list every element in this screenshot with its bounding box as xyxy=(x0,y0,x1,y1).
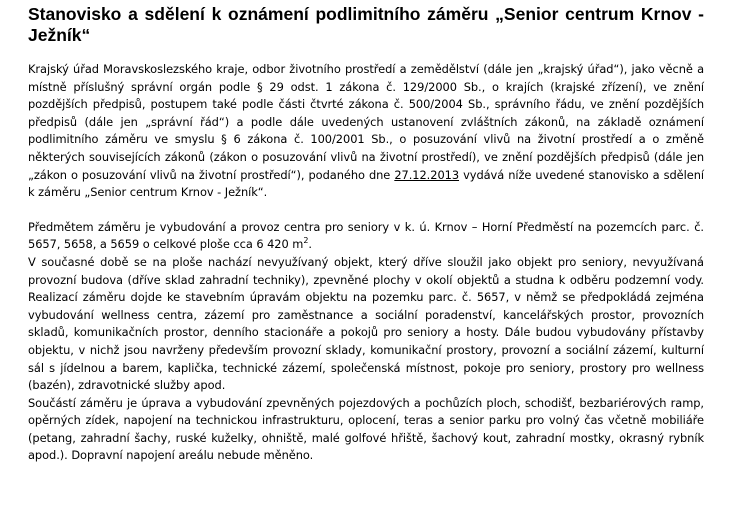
project-components-paragraph: Součástí záměru je úprava a vybudování zpevněných pojezdových a pochůzích ploch, schodišť, bezbariérových ramp, opěrných zídek, napojení na technickou infrastrukturu, oplocení, teras a senior parku pro volný čas včetně mobiliáře (petang, zahradní šachy, ruské kuželky, ohniště, malé golfové hřiště, šachový kout, zahradní mostky, okrasný rybník apod.). Dopravní napojení areálu nebude měněno. xyxy=(28,395,704,463)
subject-text: Předmětem záměru je vybudování a provoz centra pro seniory v k. ú. Krnov – Horní Předměstí na pozemcích parc. č. 5657, 5658, a 5659 o celkové ploše cca 6 420 m xyxy=(28,219,704,252)
subject-paragraph xyxy=(28,219,704,254)
intro-text-end: vydává níže uvedené stanovisko a sdělení k záměru „Senior centrum Krnov - Ježník“. xyxy=(28,167,705,200)
submission-date: 27.12.2013 xyxy=(394,167,460,182)
document-title: Stanovisko a sdělení k oznámení podlimitního záměru „Senior centrum Krnov - Ježník“ xyxy=(28,4,704,45)
current-state-paragraph: V současné době se na ploše nachází nevyužívaný objekt, který dříve sloužil jako objekt pro seniory, nevyužívaná provozní budova (dříve sklad zahradní techniky), zpevněné plochy v okolí objektů a studna k odběru podzemní vody. Realizací záměru dojde ke stavebním úpravám objektu na pozemku parc. č. 5657, v němž se předpokládá zejména vybudování wellness centra, zázemí pro zaměstnance a sociální poradenství, kancelářských prostor, provozních skladů, komunikačních prostor, denního stacionáře a pokojů pro seniory a hosty. Dále budou vybudovány přístavby objektu, v nichž jsou navrženy především provozní sklady, komunikační prostory, provozní a sociální zázemí, kulturní sál s jídelnou a barem, kaplička, technické zázemí, společenská místnost, pokoje pro seniory, prostory pro wellness (bazén), zdravotnické služby apod. xyxy=(28,254,704,393)
document-page xyxy=(28,4,704,465)
intro-text: Krajský úřad Moravskoslezského kraje, odbor životního prostředí a zemědělství (dále jen „krajský úřad“), jako věcně a místně příslušný správní orgán podle § 29 odst. 1 zákona č. 129/2000 Sb., o krajích (krajské zřízení), ve znění pozdějších předpisů, postupem také podle části čtvrté zákona č. 500/2004 Sb., správního řádu, ve znění pozdějších předpisů (dále jen „správní řád“) a podle dále uvedených ustanovení zvláštních zákonů, na základě oznámení podlimitního záměru ve smyslu § 6 zákona č. 100/2001 Sb., o posuzování vlivů na životní prostředí a o změně některých souvisejících zákonů (zákon o posuzování vlivů na životní prostředí), ve znění pozdějších předpisů (dále jen „zákon o posuzování vlivů na životní prostředí“), podaného dne xyxy=(28,62,704,182)
intro-paragraph xyxy=(28,61,704,202)
area-unit-superscript: 2 xyxy=(303,236,309,246)
subject-end: . xyxy=(308,237,312,252)
